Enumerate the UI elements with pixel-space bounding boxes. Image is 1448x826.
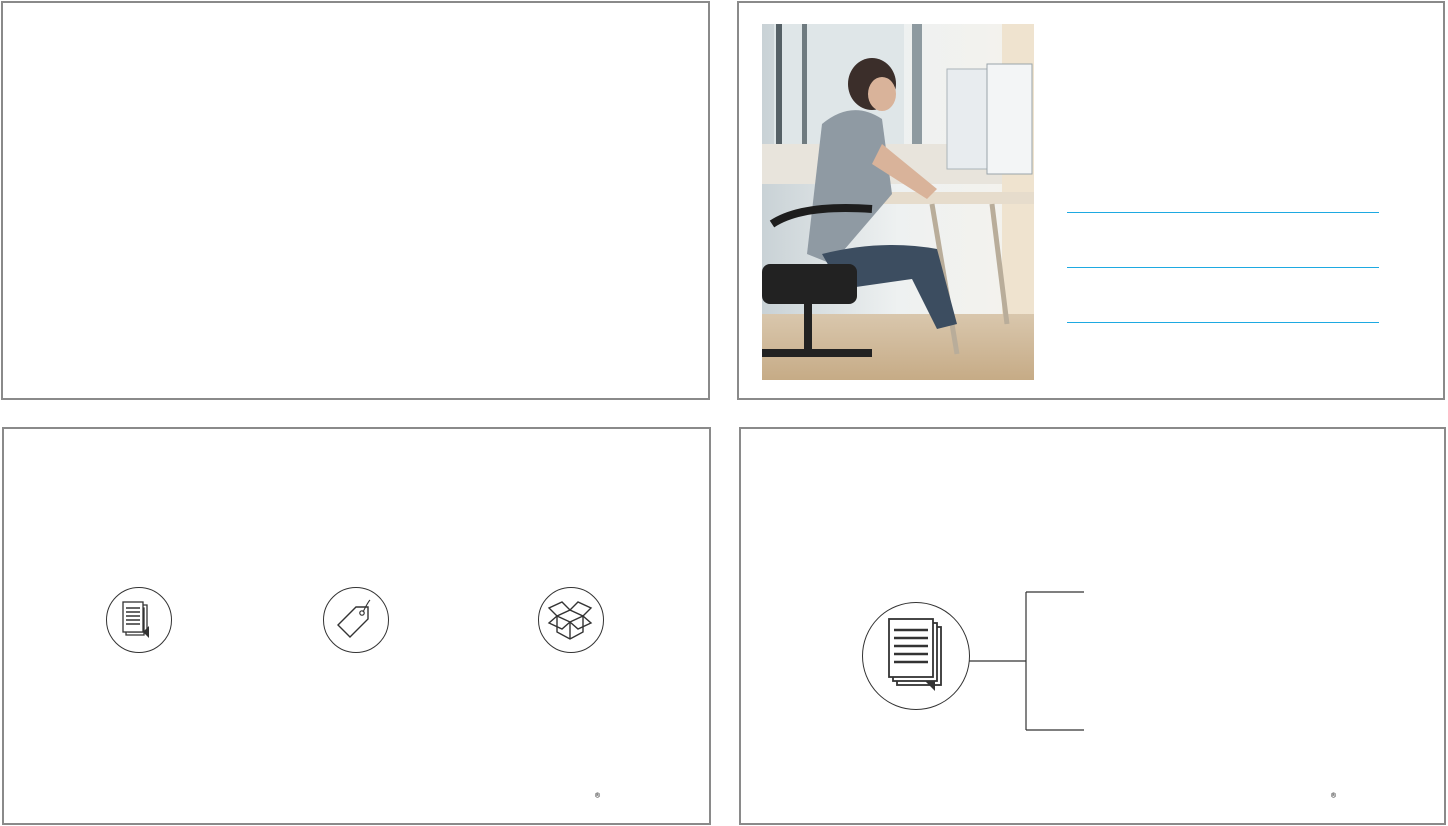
- callout-slide[interactable]: [739, 427, 1446, 825]
- woman-at-desk-photo: [762, 24, 1034, 380]
- crayola-logo: ®: [594, 791, 601, 800]
- bar-track: [1067, 322, 1379, 323]
- title-slide[interactable]: [1, 1, 710, 400]
- crayola-logo: ®: [1330, 791, 1337, 800]
- tag-icon: [323, 587, 389, 653]
- left-spectrum-bars: [741, 429, 801, 823]
- photo-bars-slide[interactable]: [737, 1, 1445, 400]
- document-icon: [106, 587, 172, 653]
- bottom-spectrum-bars: [3, 3, 708, 398]
- corner-spectrum-bars: [4, 429, 84, 549]
- bar-track: [1067, 212, 1379, 213]
- callout-bracket: [969, 589, 1089, 734]
- open-box-icon: [538, 587, 604, 653]
- logo-sound-bars: [1315, 343, 1421, 391]
- bar-track: [1067, 267, 1379, 268]
- three-columns-slide[interactable]: [2, 427, 711, 825]
- document-icon: [862, 602, 970, 710]
